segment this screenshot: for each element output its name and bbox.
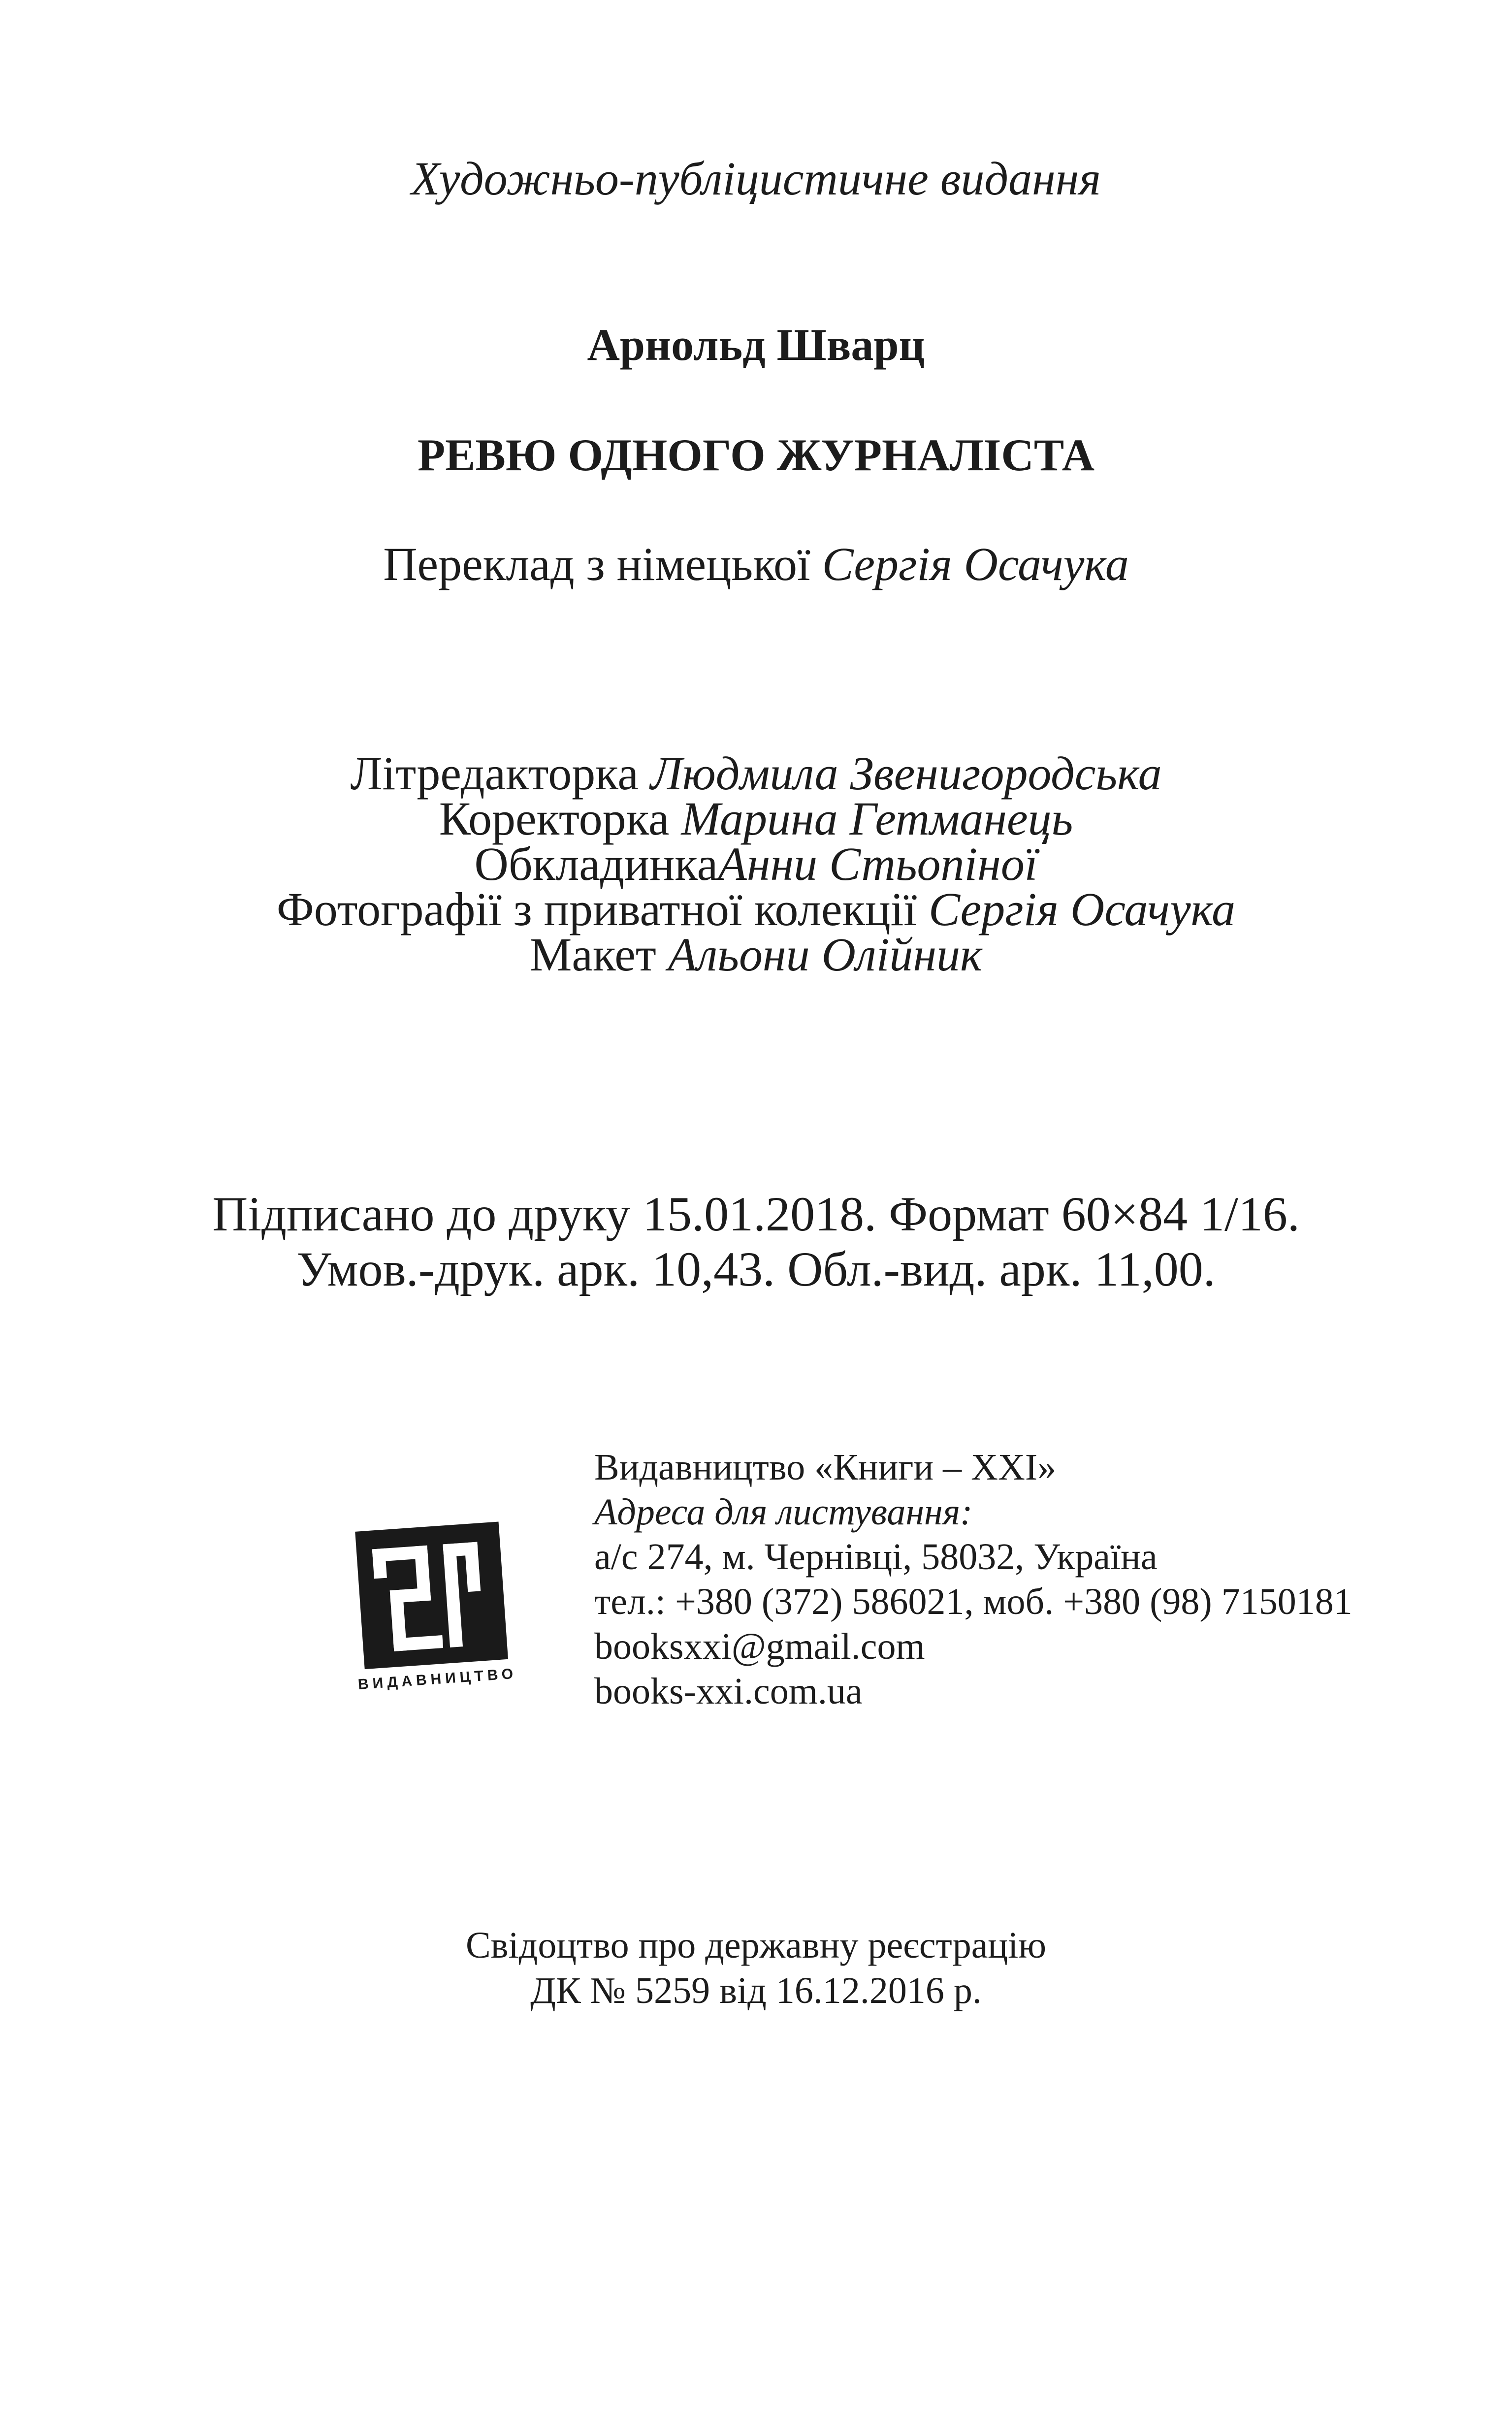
credit-label: Обкладинка — [474, 838, 718, 890]
credits-block — [0, 747, 1512, 981]
print-info-line: Умов.-друк. арк. 10,43. Обл.-вид. арк. 11,00. — [296, 1242, 1216, 1296]
credit-label: Макет — [530, 928, 656, 981]
credit-label: Фотографії з приватної колекції — [276, 883, 917, 935]
postal-address: а/с 274, м. Чернівці, 58032, Україна — [594, 1536, 1158, 1578]
print-info-line: Підписано до друку 15.01.2018. Формат 60×84 1/16. — [212, 1187, 1300, 1241]
publisher-name: Видавництво «Книги – XXI» — [594, 1447, 1057, 1488]
credit-name: Альони Олійник — [668, 928, 982, 981]
registration-line: Свідоцтво про державну реєстрацію — [465, 1925, 1046, 1966]
logo-caption: ВИДАВНИЦТВО — [357, 1665, 518, 1693]
credit-line-proofreader — [0, 792, 1512, 845]
credit-line-photos — [0, 883, 1512, 935]
credit-name: Марина Гетманець — [681, 792, 1073, 845]
print-info-block — [0, 1187, 1512, 1297]
credit-line-layout — [0, 928, 1512, 981]
translator-name: Сергія Осачука — [822, 538, 1129, 590]
email-line: booksxxi@gmail.com — [594, 1626, 925, 1667]
translation-line — [0, 538, 1512, 590]
registration-line: ДК № 5259 від 16.12.2016 р. — [530, 1970, 982, 2011]
credit-name: Сергія Осачука — [928, 883, 1236, 935]
registration-block — [0, 1923, 1512, 2013]
phone-line: тел.: +380 (372) 586021, моб. +380 (98) 7150181 — [594, 1581, 1352, 1622]
credit-name: Людмила Звенигородська — [650, 747, 1162, 800]
publisher-21-logo-icon — [351, 1516, 518, 1694]
credit-name: Анни Стьопіної — [718, 838, 1038, 890]
address-label: Адреса для листування: — [594, 1491, 973, 1533]
publisher-block — [594, 1445, 1352, 1714]
website-line: books-xxi.com.ua — [594, 1671, 863, 1712]
translation-label: Переклад з німецької — [383, 538, 810, 590]
credit-line-cover — [0, 838, 1512, 890]
credit-label: Коректорка — [439, 792, 670, 845]
credit-line-editor — [0, 747, 1512, 800]
book-title: РЕВЮ ОДНОГО ЖУРНАЛІСТА — [417, 430, 1095, 480]
genre-line: Художньо-публіцистичне видання — [411, 152, 1101, 205]
author-name: Арнольд Шварц — [587, 320, 925, 370]
credit-label: Літредакторка — [350, 747, 639, 800]
